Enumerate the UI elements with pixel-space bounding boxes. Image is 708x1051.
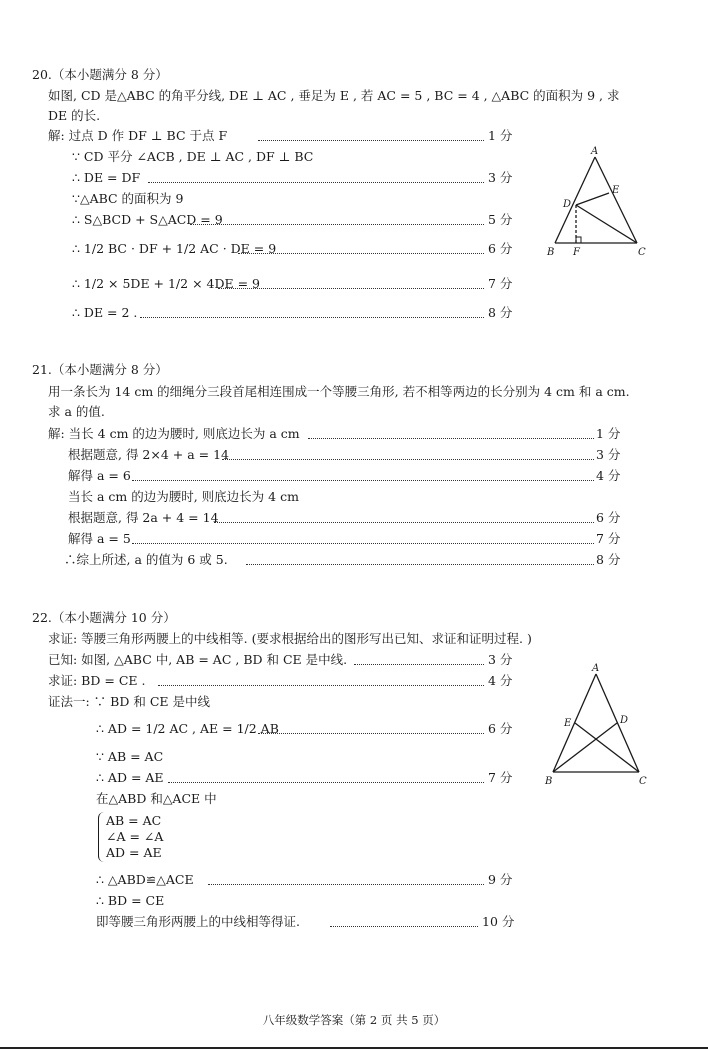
q20-step-5: ∴ S△BCD + S△ACD = 9 (72, 212, 223, 227)
q21-step-1: 解: 当长 4 cm 的边为腰时, 则底边长为 a cm (48, 426, 300, 441)
leader-dots (140, 317, 484, 318)
leader-dots (190, 224, 484, 225)
q22-step-1: ∴ AD = 1/2 AC , AE = 1/2 AB (96, 721, 279, 736)
q21-step-2: 根据题意, 得 2×4 + a = 14 (68, 447, 229, 462)
leader-dots (168, 782, 484, 783)
score-label: 1 分 (596, 426, 621, 441)
score-label: 5 分 (488, 212, 513, 227)
score-label: 7 分 (488, 770, 513, 785)
q21-problem-line2: 求 a 的值. (48, 404, 105, 419)
leader-dots (222, 459, 594, 460)
q21-step-4: 当长 a cm 的边为腰时, 则底边长为 4 cm (68, 489, 299, 504)
q22-given: 已知: 如图, △ABC 中, AB = AC , BD 和 CE 是中线. (48, 652, 348, 667)
label-E: E (564, 718, 572, 729)
q20-header: 20.（本小题满分 8 分） (32, 67, 168, 82)
q22-step-2: ∵ AB = AC (96, 749, 164, 764)
score-label: 3 分 (596, 447, 621, 462)
label-F: F (573, 247, 580, 258)
label-E: E (612, 185, 620, 196)
score-label: 7 分 (488, 276, 513, 291)
leader-dots (238, 253, 484, 254)
q22-triangle-figure (540, 660, 652, 786)
q21-step-5: 根据题意, 得 2a + 4 = 14 (68, 510, 219, 525)
q22-system-2: ∠A = ∠A (106, 829, 164, 844)
q20-step-2: ∵ CD 平分 ∠ACB , DE ⊥ AC , DF ⊥ BC (72, 149, 314, 164)
leader-dots (246, 564, 594, 565)
score-label: 8 分 (488, 305, 513, 320)
score-label: 7 分 (596, 531, 621, 546)
page-footer: 八年级数学答案（第 2 页 共 5 页） (262, 1013, 446, 1027)
q22-step-3: ∴ AD = AE (96, 770, 164, 785)
score-label: 1 分 (488, 128, 513, 143)
leader-dots (148, 182, 484, 183)
q20-step-7: ∴ 1/2 × 5DE + 1/2 × 4DE = 9 (72, 276, 260, 291)
q22-prove: 求证: BD = CE . (48, 673, 146, 688)
q21-step-3: 解得 a = 6 (68, 468, 131, 483)
score-label: 6 分 (488, 721, 513, 736)
q21-header: 21.（本小题满分 8 分） (32, 362, 168, 377)
q20-step-1: 解: 过点 D 作 DF ⊥ BC 于点 F (48, 128, 228, 143)
q22-step-6: ∴ BD = CE (96, 893, 165, 908)
leader-dots (354, 664, 484, 665)
label-C: C (639, 776, 647, 786)
system-brace (98, 812, 105, 862)
q22-step-4: 在△ABD 和△ACE 中 (96, 791, 217, 806)
label-A: A (591, 146, 599, 157)
q21-step-6: 解得 a = 5 (68, 531, 131, 546)
score-label: 9 分 (488, 872, 513, 887)
leader-dots (132, 480, 594, 481)
leader-dots (308, 438, 594, 439)
q20-step-4: ∵△ABC 的面积为 9 (72, 191, 184, 206)
label-C: C (638, 247, 646, 258)
leader-dots (208, 884, 484, 885)
bottom-border (0, 1047, 708, 1049)
q22-problem-line1: 求证: 等腰三角形两腰上的中线相等. (要求根据给出的图形写出已知、求证和证明过程. ) (48, 631, 532, 646)
q20-step-6: ∴ 1/2 BC · DF + 1/2 AC · DE = 9 (72, 241, 277, 256)
q21-step-7: ∴综上所述, a 的值为 6 或 5. (64, 552, 228, 567)
score-label: 6 分 (488, 241, 513, 256)
label-B: B (547, 247, 555, 258)
leader-dots (330, 926, 478, 927)
leader-dots (218, 288, 484, 289)
leader-dots (132, 543, 594, 544)
q22-header: 22.（本小题满分 10 分） (32, 610, 176, 625)
q20-triangle-figure (545, 145, 650, 260)
leader-dots (158, 685, 484, 686)
score-label: 10 分 (482, 914, 515, 929)
score-label: 6 分 (596, 510, 621, 525)
q20-step-3: ∴ DE = DF (72, 170, 141, 185)
label-D: D (563, 199, 572, 210)
score-label: 4 分 (488, 673, 513, 688)
leader-dots (258, 140, 484, 141)
q21-problem-line1: 用一条长为 14 cm 的细绳分三段首尾相连围成一个等腰三角形, 若不相等两边的长分别为 4 cm 和 a cm. (48, 384, 630, 399)
q22-system-1: AB = AC (106, 813, 162, 828)
q22-step-7: 即等腰三角形两腰上的中线相等得证. (96, 914, 300, 929)
leader-dots (258, 733, 484, 734)
q20-step-8: ∴ DE = 2 . (72, 305, 138, 320)
score-label: 8 分 (596, 552, 621, 567)
score-label: 4 分 (596, 468, 621, 483)
q22-method: 证法一: ∵ BD 和 CE 是中线 (48, 694, 210, 709)
q20-problem-line2: DE 的长. (48, 108, 101, 123)
q20-problem-line1: 如图, CD 是△ABC 的角平分线, DE ⊥ AC , 垂足为 E , 若 AC = 5 , BC = 4 , △ABC 的面积为 9 , 求 (48, 88, 620, 103)
leader-dots (214, 522, 594, 523)
label-A: A (592, 663, 600, 674)
label-B: B (545, 776, 553, 786)
label-D: D (620, 715, 629, 726)
q22-system-3: AD = AE (106, 845, 162, 860)
q22-step-5: ∴ △ABD≌△ACE (96, 872, 194, 887)
score-label: 3 分 (488, 170, 513, 185)
score-label: 3 分 (488, 652, 513, 667)
